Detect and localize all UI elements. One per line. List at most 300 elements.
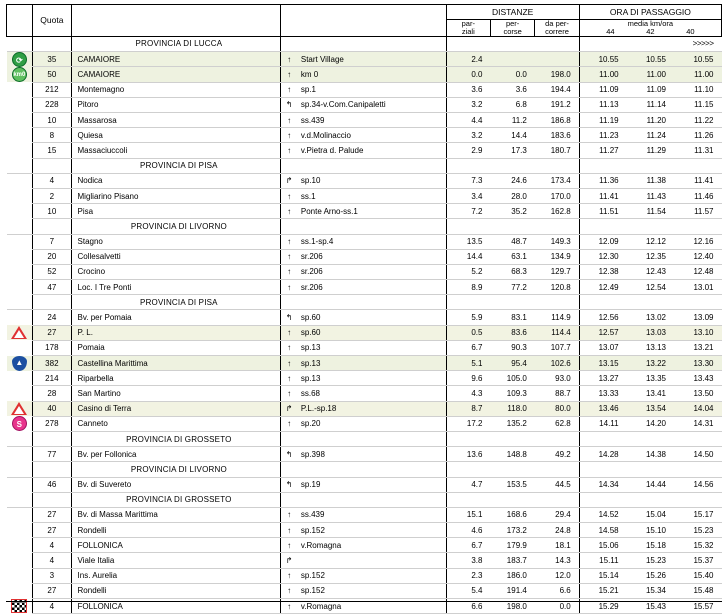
row-arrow bbox=[281, 462, 297, 477]
row-direction-arrow-icon: ↑ bbox=[281, 51, 297, 67]
row-parziali: 7.3 bbox=[446, 173, 490, 188]
row-time-40: 12.40 bbox=[674, 249, 722, 264]
row-icon-cell bbox=[7, 356, 33, 371]
row-percorse: 24.6 bbox=[490, 173, 534, 188]
row-icon bbox=[7, 492, 33, 507]
row-locality: Loc. I Tre Ponti bbox=[71, 280, 281, 295]
row-direction-arrow-icon: ↑ bbox=[281, 264, 297, 279]
row-time-42: 11.20 bbox=[627, 113, 674, 128]
table-row[interactable] bbox=[7, 416, 722, 431]
row-locality: P. L. bbox=[71, 325, 281, 340]
row-road bbox=[297, 492, 446, 507]
table-row[interactable] bbox=[7, 280, 722, 295]
row-time-40 bbox=[674, 431, 722, 446]
row-direction-arrow-icon: ↑ bbox=[281, 386, 297, 401]
row-direction-arrow-icon: ↑ bbox=[281, 538, 297, 553]
row-time-44: 12.09 bbox=[579, 234, 626, 249]
row-time-44: 11.00 bbox=[579, 67, 626, 82]
table-row[interactable] bbox=[7, 507, 722, 522]
row-percorse: 0.0 bbox=[490, 67, 534, 82]
table-row[interactable] bbox=[7, 264, 722, 279]
row-locality: Crocino bbox=[71, 264, 281, 279]
header-parziali bbox=[446, 20, 490, 37]
row-locality: Riparbella bbox=[71, 371, 281, 386]
row-road: ss.1 bbox=[297, 188, 446, 203]
row-percorse: 83.1 bbox=[490, 310, 534, 325]
row-percorse: 77.2 bbox=[490, 280, 534, 295]
province-section-row bbox=[7, 158, 722, 173]
row-time-40 bbox=[674, 219, 722, 234]
header-locality-col bbox=[71, 5, 281, 37]
row-road: sp.60 bbox=[297, 310, 446, 325]
row-time-42: 15.10 bbox=[627, 523, 674, 538]
row-da-percorrere bbox=[535, 158, 579, 173]
row-direction-arrow-icon: ↑ bbox=[281, 507, 297, 522]
row-time-44: 15.11 bbox=[579, 553, 626, 568]
table-row[interactable] bbox=[7, 82, 722, 97]
row-time-40: 11.46 bbox=[674, 188, 722, 203]
row-icon bbox=[7, 431, 33, 446]
row-locality: Migliarino Pisano bbox=[71, 188, 281, 203]
row-time-42: 10.55 bbox=[627, 51, 674, 67]
row-direction-arrow-icon: ↑ bbox=[281, 234, 297, 249]
row-percorse bbox=[490, 219, 534, 234]
row-percorse: 48.7 bbox=[490, 234, 534, 249]
row-parziali: 4.4 bbox=[446, 113, 490, 128]
row-parziali: 4.6 bbox=[446, 523, 490, 538]
row-time-42: 13.13 bbox=[627, 340, 674, 355]
row-time-40: 11.22 bbox=[674, 113, 722, 128]
province-section-row bbox=[7, 36, 722, 51]
row-percorse bbox=[490, 158, 534, 173]
row-icon-cell bbox=[7, 401, 33, 416]
row-road: sr.206 bbox=[297, 249, 446, 264]
row-time-44 bbox=[579, 431, 626, 446]
row-arrow bbox=[281, 36, 297, 51]
row-time-42: 15.43 bbox=[627, 599, 674, 614]
table-row[interactable] bbox=[7, 128, 722, 143]
row-time-44: 15.14 bbox=[579, 568, 626, 583]
row-da-percorrere: 49.2 bbox=[535, 447, 579, 462]
row-da-percorrere: 24.8 bbox=[535, 523, 579, 538]
row-da-percorrere bbox=[535, 51, 579, 67]
row-time-40: 13.43 bbox=[674, 371, 722, 386]
row-time-42: 13.41 bbox=[627, 386, 674, 401]
row-parziali: 3.4 bbox=[446, 188, 490, 203]
row-da-percorrere: 88.7 bbox=[535, 386, 579, 401]
row-locality: Pomaia bbox=[71, 340, 281, 355]
row-direction-arrow-icon: ↑ bbox=[281, 67, 297, 82]
header-parziali-l2: ziali bbox=[461, 26, 475, 36]
row-percorse: 183.7 bbox=[490, 553, 534, 568]
row-time-40: 15.48 bbox=[674, 583, 722, 598]
row-time-44: 13.15 bbox=[579, 356, 626, 371]
row-quota: 10 bbox=[33, 113, 71, 128]
row-road: sp.152 bbox=[297, 583, 446, 598]
row-locality: Casino di Terra bbox=[71, 401, 281, 416]
row-da-percorrere: 93.0 bbox=[535, 371, 579, 386]
row-icon-cell bbox=[7, 507, 33, 522]
row-time-42: 15.34 bbox=[627, 583, 674, 598]
row-time-40: 13.50 bbox=[674, 386, 722, 401]
row-time-40: 15.32 bbox=[674, 538, 722, 553]
row-icon-cell bbox=[7, 538, 33, 553]
row-time-44: 10.55 bbox=[579, 51, 626, 67]
row-icon-cell bbox=[7, 173, 33, 188]
row-time-44: 14.28 bbox=[579, 447, 626, 462]
row-time-42: 14.20 bbox=[627, 416, 674, 431]
row-time-40: 15.37 bbox=[674, 553, 722, 568]
row-time-40: 13.09 bbox=[674, 310, 722, 325]
row-icon-cell bbox=[7, 249, 33, 264]
warning-triangle-icon bbox=[11, 326, 27, 339]
row-direction-arrow-icon: ↑ bbox=[281, 416, 297, 431]
row-parziali: 3.6 bbox=[446, 82, 490, 97]
row-icon-cell bbox=[7, 553, 33, 568]
row-direction-arrow-icon: ↑ bbox=[281, 204, 297, 219]
row-parziali bbox=[446, 158, 490, 173]
table-row[interactable] bbox=[7, 523, 722, 538]
row-da-percorrere: 120.8 bbox=[535, 280, 579, 295]
table-row[interactable] bbox=[7, 188, 722, 203]
row-parziali: 6.7 bbox=[446, 538, 490, 553]
row-time-44: 14.52 bbox=[579, 507, 626, 522]
row-da-percorrere: 62.8 bbox=[535, 416, 579, 431]
table-row[interactable] bbox=[7, 401, 722, 416]
row-time-42 bbox=[627, 158, 674, 173]
row-road bbox=[297, 462, 446, 477]
row-icon-cell bbox=[7, 143, 33, 158]
row-percorse: 95.4 bbox=[490, 356, 534, 371]
row-locality: Nodica bbox=[71, 173, 281, 188]
table-row[interactable] bbox=[7, 97, 722, 112]
row-locality: Stagno bbox=[71, 234, 281, 249]
row-icon bbox=[7, 462, 33, 477]
row-time-40: 12.48 bbox=[674, 264, 722, 279]
row-road: sp.152 bbox=[297, 523, 446, 538]
row-time-44: 13.27 bbox=[579, 371, 626, 386]
row-da-percorrere bbox=[535, 431, 579, 446]
header-media-label: media km/ora bbox=[627, 19, 674, 28]
header-icon-col bbox=[7, 5, 33, 37]
row-da-percorrere: 170.0 bbox=[535, 188, 579, 203]
row-road: P.L.-sp.18 bbox=[297, 401, 446, 416]
table-row[interactable] bbox=[7, 583, 722, 598]
row-quota: 46 bbox=[33, 477, 71, 492]
province-section-row bbox=[7, 431, 722, 446]
row-parziali: 13.6 bbox=[446, 447, 490, 462]
row-icon-cell bbox=[7, 447, 33, 462]
row-locality: Rondelli bbox=[71, 583, 281, 598]
table-row[interactable] bbox=[7, 386, 722, 401]
row-time-40: 11.00 bbox=[674, 67, 722, 82]
row-icon bbox=[7, 219, 33, 234]
row-road: sp.13 bbox=[297, 371, 446, 386]
row-percorse: 83.6 bbox=[490, 325, 534, 340]
row-da-percorrere: 114.4 bbox=[535, 325, 579, 340]
row-percorse: 6.8 bbox=[490, 97, 534, 112]
row-percorse: 135.2 bbox=[490, 416, 534, 431]
row-road: sp.20 bbox=[297, 416, 446, 431]
row-parziali: 2.9 bbox=[446, 143, 490, 158]
row-direction-arrow-icon: ↑ bbox=[281, 599, 297, 614]
row-direction-arrow-icon: ↑ bbox=[281, 340, 297, 355]
row-time-40: 14.56 bbox=[674, 477, 722, 492]
row-locality: Pitoro bbox=[71, 97, 281, 112]
row-icon-cell bbox=[7, 386, 33, 401]
row-quota: 382 bbox=[33, 356, 71, 371]
row-locality: FOLLONICA bbox=[71, 538, 281, 553]
row-road: sp.60 bbox=[297, 325, 446, 340]
row-icon bbox=[7, 36, 33, 51]
row-road bbox=[297, 158, 446, 173]
row-quota: 4 bbox=[33, 553, 71, 568]
row-time-44: 12.38 bbox=[579, 264, 626, 279]
row-percorse: 28.0 bbox=[490, 188, 534, 203]
row-road: sr.206 bbox=[297, 280, 446, 295]
row-icon bbox=[7, 295, 33, 310]
table-row[interactable] bbox=[7, 310, 722, 325]
header-speed-44: 44 bbox=[606, 26, 615, 36]
header-media-kmh bbox=[579, 20, 721, 37]
row-da-percorrere bbox=[535, 219, 579, 234]
row-arrow bbox=[281, 219, 297, 234]
row-time-42: 12.43 bbox=[627, 264, 674, 279]
row-quota: 24 bbox=[33, 310, 71, 325]
table-row[interactable] bbox=[7, 234, 722, 249]
row-direction-arrow-icon: ↱ bbox=[281, 553, 297, 568]
table-row[interactable] bbox=[7, 538, 722, 553]
table-row[interactable] bbox=[7, 143, 722, 158]
row-parziali: 4.7 bbox=[446, 477, 490, 492]
row-percorse: 35.2 bbox=[490, 204, 534, 219]
row-direction-arrow-icon: ↑ bbox=[281, 188, 297, 203]
bottom-rule bbox=[6, 601, 722, 602]
row-time-42: 11.24 bbox=[627, 128, 674, 143]
province-label: PROVINCIA DI PISA bbox=[71, 295, 281, 310]
row-parziali: 2.3 bbox=[446, 568, 490, 583]
table-row[interactable] bbox=[7, 340, 722, 355]
row-time-42: 14.44 bbox=[627, 477, 674, 492]
row-quota: 178 bbox=[33, 340, 71, 355]
row-icon-cell bbox=[7, 264, 33, 279]
table-row[interactable] bbox=[7, 477, 722, 492]
row-parziali bbox=[446, 462, 490, 477]
row-time-44: 11.19 bbox=[579, 113, 626, 128]
row-quota: 52 bbox=[33, 264, 71, 279]
header-speed-40: 40 bbox=[686, 26, 695, 36]
row-road bbox=[297, 36, 446, 51]
row-percorse: 191.4 bbox=[490, 583, 534, 598]
table-row[interactable] bbox=[7, 371, 722, 386]
row-time-44 bbox=[579, 36, 626, 51]
row-time-44 bbox=[579, 158, 626, 173]
row-time-42: 15.18 bbox=[627, 538, 674, 553]
row-icon-cell bbox=[7, 583, 33, 598]
row-time-42: 13.35 bbox=[627, 371, 674, 386]
row-road: sp.13 bbox=[297, 340, 446, 355]
province-label: PROVINCIA DI GROSSETO bbox=[71, 492, 281, 507]
row-locality: Castellina Marittima bbox=[71, 356, 281, 371]
header-percorse-l1: per- bbox=[505, 19, 520, 28]
row-road bbox=[297, 553, 446, 568]
header-ora-passaggio: ORA DI PASSAGGIO bbox=[579, 5, 721, 20]
row-direction-arrow-icon: ↑ bbox=[281, 356, 297, 371]
header-speed-42: 42 bbox=[646, 26, 655, 36]
row-road: sp.13 bbox=[297, 356, 446, 371]
row-direction-arrow-icon: ↑ bbox=[281, 568, 297, 583]
row-time-42 bbox=[627, 492, 674, 507]
table-row[interactable] bbox=[7, 447, 722, 462]
row-direction-arrow-icon: ↑ bbox=[281, 280, 297, 295]
warning-triangle-icon bbox=[11, 402, 27, 415]
row-percorse bbox=[490, 51, 534, 67]
row-percorse: 153.5 bbox=[490, 477, 534, 492]
row-locality: Ins. Aurelia bbox=[71, 568, 281, 583]
table-row[interactable] bbox=[7, 553, 722, 568]
row-icon-cell bbox=[7, 67, 33, 82]
row-time-44: 12.56 bbox=[579, 310, 626, 325]
table-row[interactable] bbox=[7, 113, 722, 128]
row-direction-arrow-icon: ↰ bbox=[281, 477, 297, 492]
table-row[interactable] bbox=[7, 568, 722, 583]
row-icon-cell bbox=[7, 568, 33, 583]
row-time-40 bbox=[674, 462, 722, 477]
table-row[interactable] bbox=[7, 249, 722, 264]
row-da-percorrere: 149.3 bbox=[535, 234, 579, 249]
row-icon-cell bbox=[7, 234, 33, 249]
row-direction-arrow-icon: ↑ bbox=[281, 371, 297, 386]
row-time-40: 14.31 bbox=[674, 416, 722, 431]
header-percorse-l2: corse bbox=[503, 26, 522, 36]
row-direction-arrow-icon: ↑ bbox=[281, 128, 297, 143]
row-locality: FOLLONICA bbox=[71, 599, 281, 614]
table-row[interactable] bbox=[7, 356, 722, 371]
row-da-percorrere: 107.7 bbox=[535, 340, 579, 355]
province-section-row bbox=[7, 492, 722, 507]
row-icon-cell bbox=[7, 51, 33, 67]
row-parziali: 0.0 bbox=[446, 67, 490, 82]
header-speed-row bbox=[580, 28, 721, 36]
row-time-40: 11.10 bbox=[674, 82, 722, 97]
row-time-42: 11.38 bbox=[627, 173, 674, 188]
row-time-40: 15.17 bbox=[674, 507, 722, 522]
row-quota: 50 bbox=[33, 67, 71, 82]
row-locality: CAMAIORE bbox=[71, 51, 281, 67]
row-quota: 228 bbox=[33, 97, 71, 112]
row-time-40: 15.57 bbox=[674, 599, 722, 614]
row-time-42: 11.14 bbox=[627, 97, 674, 112]
row-parziali: 13.5 bbox=[446, 234, 490, 249]
row-time-44 bbox=[579, 492, 626, 507]
table-row[interactable] bbox=[7, 51, 722, 67]
row-time-40: 14.04 bbox=[674, 401, 722, 416]
row-time-42: 15.04 bbox=[627, 507, 674, 522]
header-da-percorrere-l2: correre bbox=[545, 26, 569, 36]
row-percorse: 179.9 bbox=[490, 538, 534, 553]
row-quota: 47 bbox=[33, 280, 71, 295]
row-road: sp.1 bbox=[297, 82, 446, 97]
row-direction-arrow-icon: ↑ bbox=[281, 325, 297, 340]
row-icon-cell bbox=[7, 113, 33, 128]
row-direction-arrow-icon: ↑ bbox=[281, 583, 297, 598]
row-time-42 bbox=[627, 295, 674, 310]
row-time-42: 13.22 bbox=[627, 356, 674, 371]
row-parziali bbox=[446, 36, 490, 51]
row-time-44: 11.41 bbox=[579, 188, 626, 203]
row-road: v.d.Molinaccio bbox=[297, 128, 446, 143]
green-circle-icon: ⟳ bbox=[12, 52, 27, 67]
row-percorse bbox=[490, 492, 534, 507]
row-percorse: 173.2 bbox=[490, 523, 534, 538]
row-icon-cell bbox=[7, 204, 33, 219]
row-quota: 214 bbox=[33, 371, 71, 386]
row-da-percorrere: 44.5 bbox=[535, 477, 579, 492]
row-direction-arrow-icon: ↑ bbox=[281, 82, 297, 97]
row-da-percorrere bbox=[535, 36, 579, 51]
row-percorse: 198.0 bbox=[490, 599, 534, 614]
row-road: sp.10 bbox=[297, 173, 446, 188]
row-time-44: 14.11 bbox=[579, 416, 626, 431]
row-da-percorrere: 29.4 bbox=[535, 507, 579, 522]
table-row[interactable] bbox=[7, 325, 722, 340]
row-parziali: 6.7 bbox=[446, 340, 490, 355]
row-percorse: 109.3 bbox=[490, 386, 534, 401]
row-direction-arrow-icon: ↱ bbox=[281, 173, 297, 188]
row-quota bbox=[33, 431, 71, 446]
header-distanze: DISTANZE bbox=[446, 5, 579, 20]
row-quota: 2 bbox=[33, 188, 71, 203]
row-quota: 4 bbox=[33, 599, 71, 614]
row-road bbox=[297, 219, 446, 234]
row-da-percorrere: 183.6 bbox=[535, 128, 579, 143]
row-road: ss.1-sp.4 bbox=[297, 234, 446, 249]
row-road: sp.34-v.Com.Canipaletti bbox=[297, 97, 446, 112]
row-icon-cell bbox=[7, 371, 33, 386]
row-direction-arrow-icon: ↑ bbox=[281, 523, 297, 538]
row-parziali: 4.3 bbox=[446, 386, 490, 401]
row-locality: Canneto bbox=[71, 416, 281, 431]
row-road: sp.19 bbox=[297, 477, 446, 492]
row-percorse: 186.0 bbox=[490, 568, 534, 583]
row-time-42 bbox=[627, 431, 674, 446]
row-time-42 bbox=[627, 462, 674, 477]
row-parziali: 3.2 bbox=[446, 128, 490, 143]
row-quota: 28 bbox=[33, 386, 71, 401]
table-row[interactable] bbox=[7, 173, 722, 188]
row-time-42: 11.43 bbox=[627, 188, 674, 203]
row-da-percorrere: 80.0 bbox=[535, 401, 579, 416]
province-label: PROVINCIA DI LIVORNO bbox=[71, 462, 281, 477]
row-time-44: 11.27 bbox=[579, 143, 626, 158]
row-direction-arrow-icon: ↰ bbox=[281, 447, 297, 462]
province-label: PROVINCIA DI LUCCA bbox=[71, 36, 281, 51]
table-row[interactable] bbox=[7, 67, 722, 82]
row-time-44: 15.29 bbox=[579, 599, 626, 614]
row-parziali bbox=[446, 219, 490, 234]
row-time-44: 13.33 bbox=[579, 386, 626, 401]
table-row[interactable] bbox=[7, 204, 722, 219]
row-time-42: 15.26 bbox=[627, 568, 674, 583]
row-locality: Bv. per Follonica bbox=[71, 447, 281, 462]
header-quota: Quota bbox=[33, 5, 71, 37]
table-body bbox=[7, 36, 722, 613]
row-road bbox=[297, 295, 446, 310]
row-icon-cell bbox=[7, 82, 33, 97]
row-icon-cell bbox=[7, 310, 33, 325]
row-time-40: 13.01 bbox=[674, 280, 722, 295]
row-locality: Pisa bbox=[71, 204, 281, 219]
